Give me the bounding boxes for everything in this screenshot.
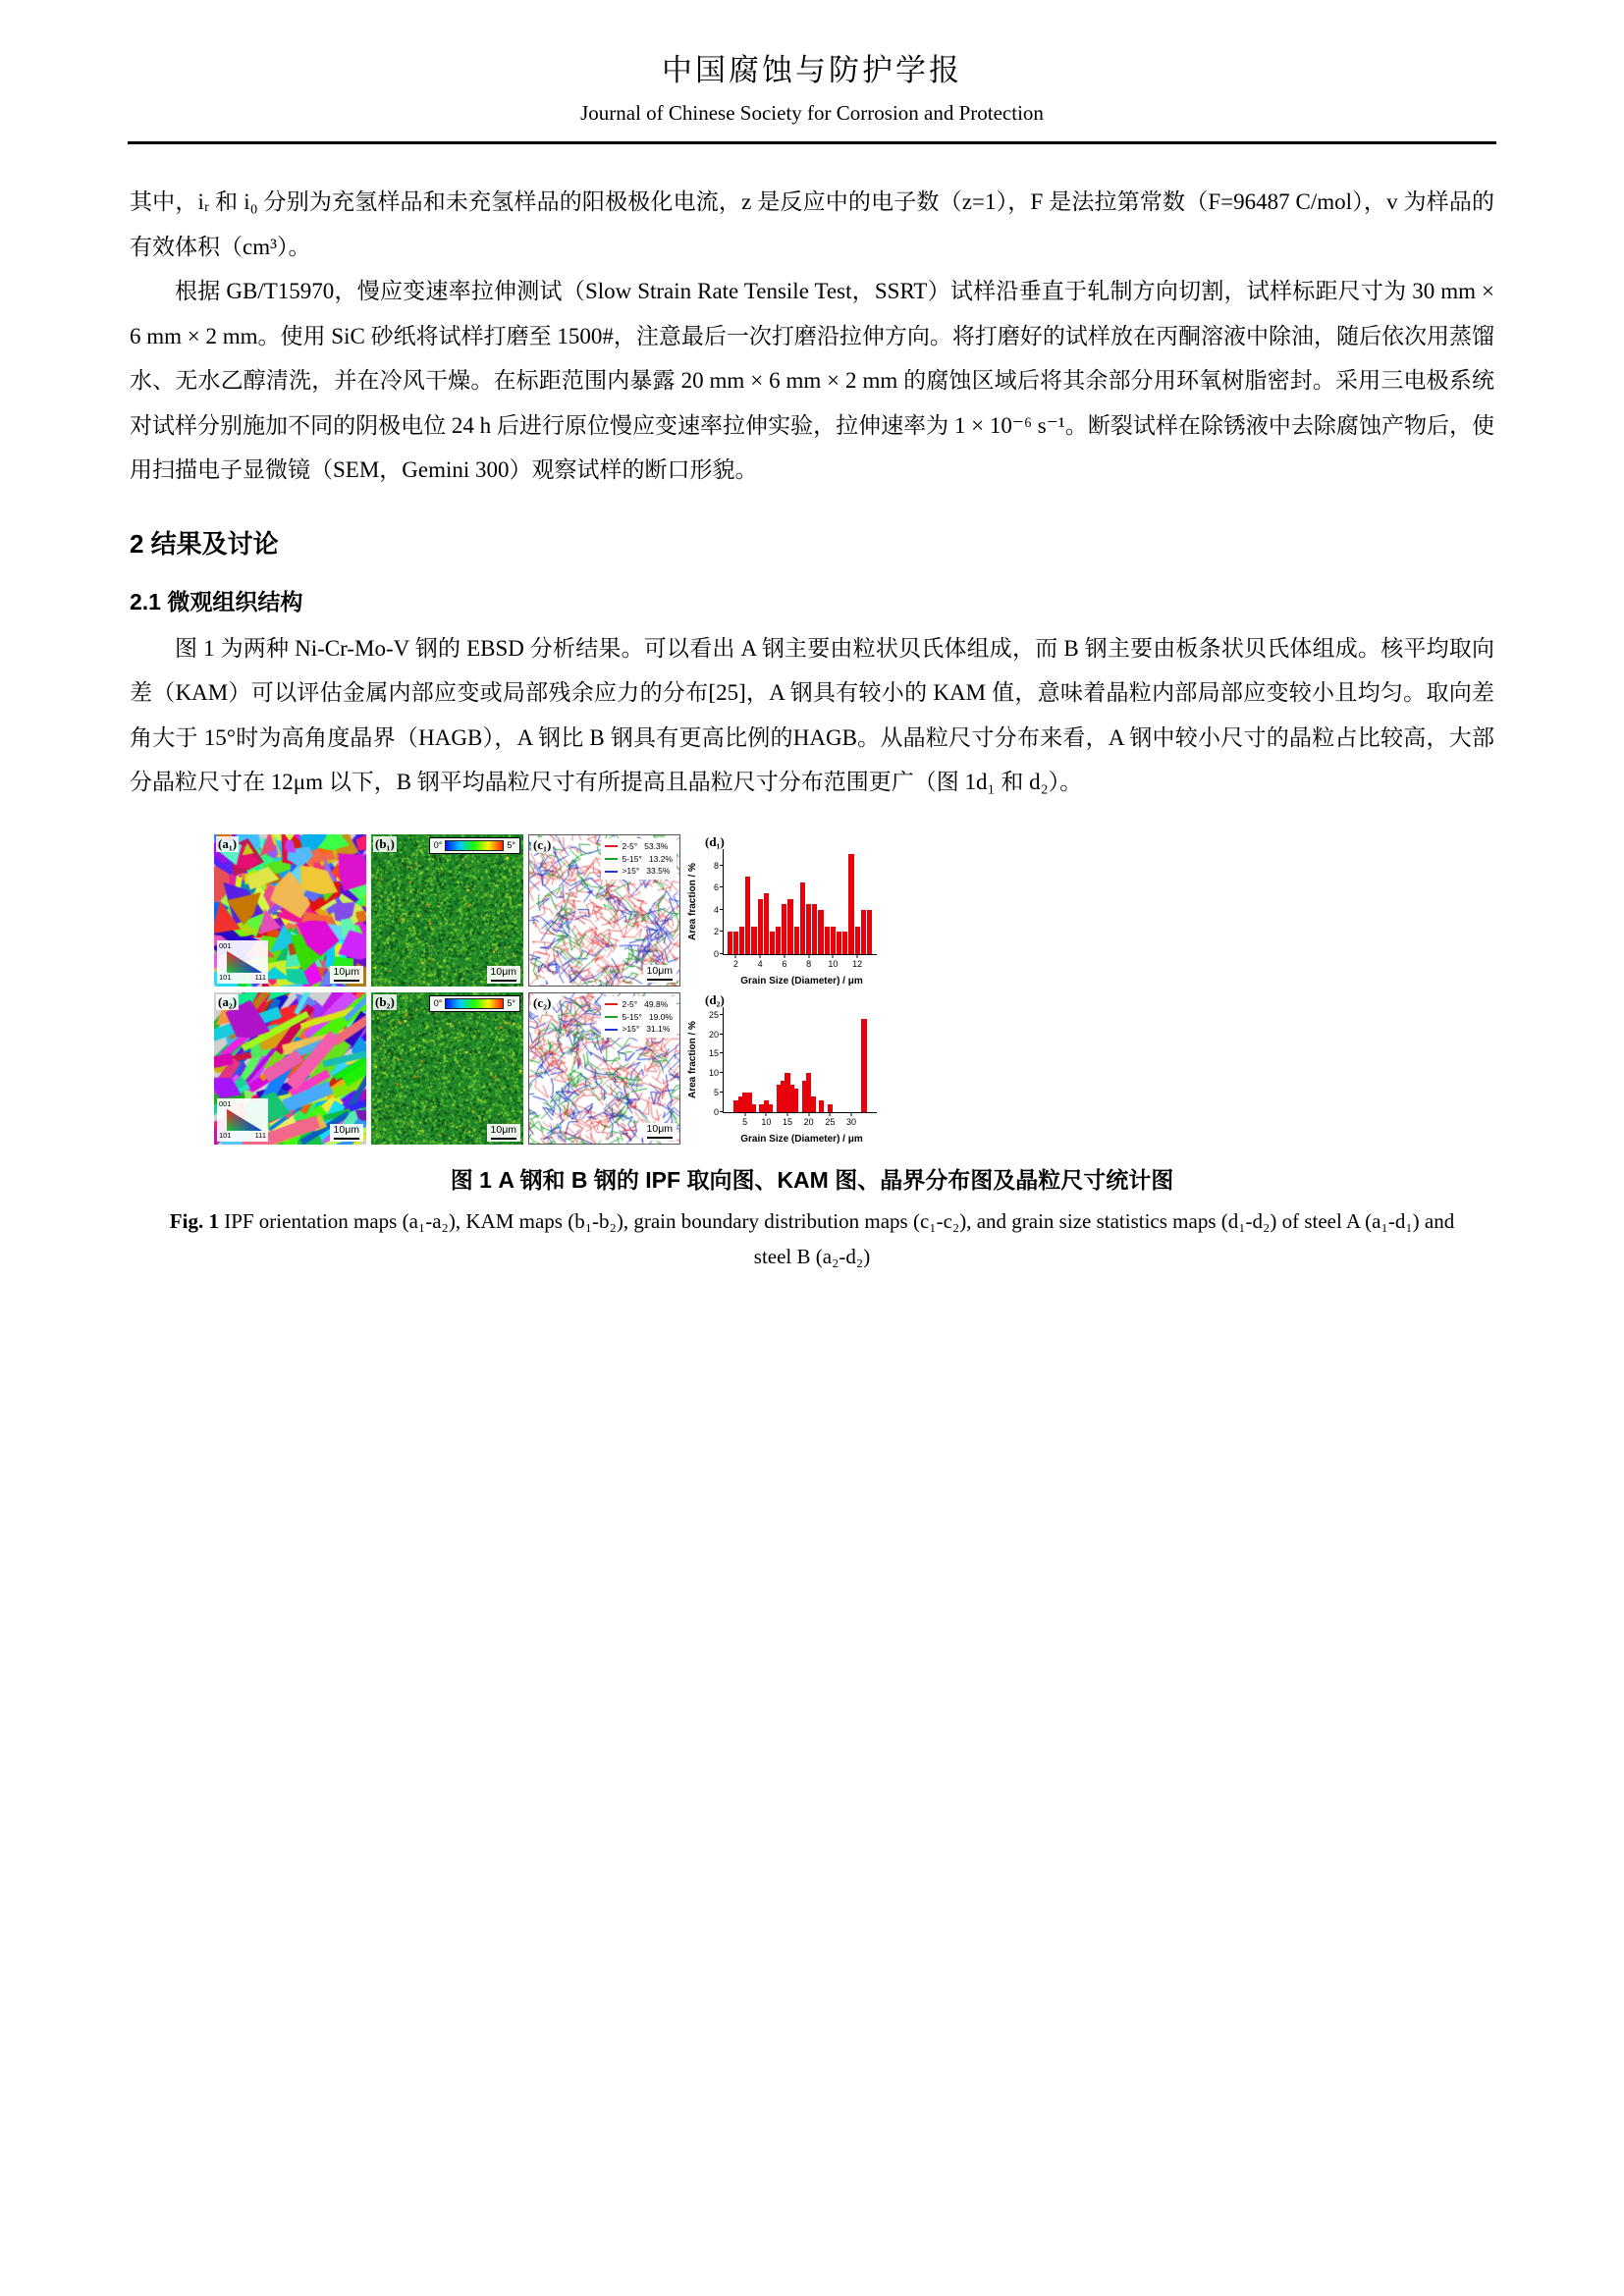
scale-bar-label: 10μm (646, 1123, 673, 1136)
panel-label-d1: (d₁) (705, 833, 725, 849)
y-tick-mark (720, 1014, 724, 1015)
x-tick-label: 12 (852, 958, 863, 969)
paragraph-ssrt-method: 根据 GB/T15970，慢应变速率拉伸测试（Slow Strain Rate Tensile Test，SSRT）试样沿垂直于轧制方向切割，试样标距尺寸为 30 mm × 6 mm × 2 mm。使用 SiC 砂纸将试样打磨至 1500#，注意最后一次打磨沿拉伸方向。将打磨好的试样放在丙酮溶液中除油，随后依次用蒸馏水、无水乙醇清洗，并在冷风干燥。在标距范围内暴露 20 mm × 6 mm × 2 mm 的腐蚀区域后将其余部分用环氧树脂密封。采用三电极系统对试样分别施加不同的阴极电位 24 h 后进行原位慢应变速率拉伸实验，拉伸速率为 1 × 10⁻⁶ s⁻¹。断裂试样在除锈液中去除腐蚀产物后，使用扫描电子显微镜（SEM，Gemini 300）观察试样的断口形貌。 (130, 279, 1494, 483)
x-tick-label: 5 (742, 1116, 748, 1127)
bar (728, 932, 732, 954)
x-tick-mark (808, 954, 809, 958)
figure-caption-zh (130, 1162, 1494, 1195)
bar (787, 899, 792, 954)
y-tick-mark (720, 886, 724, 887)
x-tick-mark (830, 1112, 831, 1116)
ipf-color-key (217, 1098, 268, 1142)
y-tick-mark (720, 909, 724, 910)
y-tick-label: 0 (713, 948, 719, 959)
ipf-key-triangle (227, 1109, 262, 1131)
x-tick-mark (787, 1112, 788, 1116)
bar (751, 1104, 756, 1112)
ipf-key-111-label: 111 (254, 1131, 266, 1141)
scale-bar-line (334, 1138, 359, 1140)
legend-label: >15° (622, 1024, 640, 1035)
bar (818, 910, 823, 954)
bar (770, 932, 775, 954)
legend-value: 13.2% (648, 853, 673, 864)
figure-caption-en-text: IPF orientation maps (a₁-a₂), KAM maps (b₁-b₂), grain boundary distribution maps (c₁-c₂), and grain size statistics maps (d₁-d₂) of steel A (a₁-d₁) and steel B (a₂-d₂) (218, 1208, 1455, 1268)
scale-bar-line (647, 1137, 673, 1139)
y-axis-label: Area fraction / % (687, 1020, 698, 1098)
figure-caption-en (130, 1204, 1494, 1274)
x-tick-mark (735, 954, 736, 958)
bar (739, 927, 744, 954)
x-tick-label: 8 (806, 958, 812, 969)
legend-row (605, 865, 673, 878)
panel-label-d2: (d₂) (705, 991, 725, 1007)
plot-area (708, 1007, 877, 1127)
bar (794, 927, 799, 954)
panel-label-b1: (b₁) (375, 835, 395, 851)
legend-label: 2-5° (622, 840, 638, 851)
x-axis-label: Grain Size (Diameter) / μm (740, 975, 863, 987)
panel-b1-kam-map (371, 834, 523, 987)
bar (837, 932, 841, 954)
x-tick-mark (857, 954, 858, 958)
bar (828, 1104, 833, 1112)
bar (861, 910, 866, 954)
page-content (0, 144, 1624, 1274)
ipf-key-triangle (227, 951, 262, 973)
scale-bar-label: 10μm (333, 1124, 359, 1137)
x-tick-mark (808, 1112, 809, 1116)
x-tick-mark (833, 954, 834, 958)
legend-line-red (605, 1003, 618, 1005)
colorbar-gradient (445, 998, 504, 1009)
ipf-color-key (217, 940, 268, 984)
colorbar-max-label: 5° (507, 997, 515, 1008)
y-tick-label: 25 (708, 1009, 719, 1020)
scale-bar-label: 10μm (333, 966, 359, 979)
legend-row (605, 853, 673, 866)
panel-label-c2: (c₂) (533, 994, 552, 1010)
ipf-key-001-label: 001 (219, 1098, 232, 1108)
y-tick-mark (720, 931, 724, 932)
journal-header (0, 0, 1624, 126)
bar (745, 877, 750, 954)
figure-caption-zh-prefix: 图 1 (450, 1166, 492, 1193)
journal-title-en: Journal of Chinese Society for Corrosion and Protection (580, 101, 1044, 125)
x-tick-label: 4 (757, 958, 763, 969)
legend-label: 5-15° (622, 1011, 642, 1022)
grain-size-chart-d1 (685, 834, 887, 987)
legend-line-red (605, 845, 618, 847)
kam-map-image-b2 (371, 992, 523, 1145)
figure-row-steel-b (214, 992, 892, 1145)
kam-colorbar (429, 837, 520, 854)
legend-value: 49.8% (644, 998, 669, 1009)
ipf-key-111-label: 111 (254, 973, 266, 983)
x-tick-mark (766, 1112, 767, 1116)
legend-value: 33.5% (646, 866, 671, 877)
plot-area (713, 849, 877, 969)
panel-a2-ipf-map (214, 992, 366, 1145)
y-tick-label: 2 (713, 927, 719, 937)
y-tick-label: 5 (713, 1088, 719, 1098)
bar (867, 910, 872, 954)
legend-row (605, 1011, 673, 1024)
bar (825, 927, 830, 954)
y-tick-mark (720, 865, 724, 866)
y-axis-label: Area fraction / % (687, 862, 698, 940)
scale-bar-line (647, 979, 673, 981)
bar (861, 1019, 866, 1112)
paragraph-variables: 其中，iᵣ 和 i₀ 分别为充氢样品和未充氢样品的阳极极化电流，z 是反应中的电子数（z=1），F 是法拉第常数（F=96487 C/mol），v 为样品的有效体积（cm³）。 (130, 189, 1494, 259)
panel-b2-kam-map (371, 992, 523, 1145)
panel-label-a2: (a₂) (218, 993, 238, 1009)
scale-bar-line (491, 1138, 516, 1140)
ipf-key-001-label: 001 (219, 940, 232, 950)
scale-bar-label: 10μm (490, 1124, 516, 1137)
bar (758, 899, 763, 954)
legend-line-green (605, 858, 618, 860)
paragraph-ebsd-analysis: 图 1 为两种 Ni-Cr-Mo-V 钢的 EBSD 分析结果。可以看出 A 钢主要由粒状贝氏体组成，而 B 钢主要由板条状贝氏体组成。核平均取向差（KAM）可以评估金属内部应变或局部残余应力的分布[25]，A 钢具有较小的 KAM 值，意味着晶粒内部局部应变较小且均匀。取向差角大于 15°时为高角度晶界（HAGB），A 钢比 B 钢具有更高比例的HAGB。从晶粒尺寸分布来看，A 钢中较小尺寸的晶粒占比较高，大部分晶粒尺寸在 12μm 以下，B 钢平均晶粒尺寸有所提高且晶粒尺寸分布范围更广（图 1d₁ 和 d₂）。 (130, 635, 1494, 795)
figure-caption-en-prefix: Fig. 1 (169, 1208, 219, 1233)
ipf-key-101-label: 101 (219, 1131, 232, 1141)
panel-c1-grain-boundary-map (528, 834, 680, 987)
scale-bar (330, 1124, 363, 1142)
y-tick-mark (720, 1072, 724, 1073)
legend-row (605, 1023, 673, 1036)
kam-colorbar (429, 995, 520, 1012)
subsection-heading-microstructure: 2.1 微观组织结构 (130, 588, 303, 614)
y-tick-label: 15 (708, 1048, 719, 1059)
x-tick-mark (784, 954, 785, 958)
scale-bar-label: 10μm (646, 965, 673, 978)
legend-line-blue (605, 1029, 618, 1031)
section-heading-results: 2 结果及讨论 (130, 528, 279, 559)
legend-label: 5-15° (622, 853, 642, 864)
kam-map-image-b1 (371, 834, 523, 987)
scale-bar (643, 965, 677, 983)
panel-label-a1: (a₁) (218, 835, 238, 851)
scale-bar-line (334, 980, 359, 982)
y-tick-mark (720, 1111, 724, 1112)
figure-row-steel-a (214, 834, 892, 987)
bar (812, 904, 817, 954)
legend-line-green (605, 1016, 618, 1018)
legend-value: 53.3% (644, 840, 669, 851)
y-tick-label: 20 (708, 1029, 719, 1040)
bar (831, 927, 836, 954)
x-tick-label: 10 (761, 1116, 772, 1127)
grain-size-chart-d2 (685, 992, 887, 1145)
colorbar-min-label: 0° (433, 997, 443, 1008)
bar (819, 1100, 824, 1112)
x-tick-label: 15 (782, 1116, 793, 1127)
x-tick-label: 6 (782, 958, 787, 969)
bar (842, 932, 847, 954)
y-tick-label: 0 (713, 1106, 719, 1117)
bar (768, 1104, 773, 1112)
bar (782, 904, 786, 954)
bar (776, 927, 781, 954)
legend-row (605, 840, 673, 853)
legend-label: 2-5° (622, 998, 638, 1009)
bar (751, 927, 756, 954)
bar (855, 927, 860, 954)
x-tick-mark (851, 1112, 852, 1116)
x-tick-label: 2 (732, 958, 738, 969)
panel-label-b2: (b₂) (375, 993, 395, 1009)
bar (764, 893, 769, 954)
x-tick-label: 10 (828, 958, 839, 969)
boundary-legend-c1 (601, 838, 677, 880)
figure-1 (214, 834, 892, 1145)
y-tick-label: 6 (713, 882, 719, 893)
y-tick-mark (720, 1092, 724, 1093)
bar (793, 1089, 798, 1112)
y-tick-label: 4 (713, 904, 719, 915)
panel-label-c1: (c₁) (533, 836, 552, 852)
y-tick-label: 8 (713, 860, 719, 871)
figure-caption-zh-text: A 钢和 B 钢的 IPF 取向图、KAM 图、晶界分布图及晶粒尺寸统计图 (491, 1166, 1174, 1193)
bar (806, 904, 811, 954)
panel-a1-ipf-map (214, 834, 366, 987)
scale-bar (330, 966, 363, 984)
x-tick-label: 25 (825, 1116, 836, 1127)
panel-c2-grain-boundary-map (528, 992, 680, 1145)
colorbar-gradient (445, 840, 504, 851)
scale-bar-label: 10μm (490, 966, 516, 979)
colorbar-max-label: 5° (507, 839, 515, 850)
x-tick-label: 30 (845, 1116, 857, 1127)
bar (733, 932, 738, 954)
x-tick-mark (760, 954, 761, 958)
legend-line-blue (605, 871, 618, 873)
bar (800, 882, 805, 954)
colorbar-min-label: 0° (433, 839, 443, 850)
bar (848, 854, 853, 953)
scale-bar (487, 966, 520, 984)
legend-label: >15° (622, 866, 640, 877)
y-tick-label: 10 (708, 1068, 719, 1079)
x-axis-label: Grain Size (Diameter) / μm (740, 1133, 863, 1145)
x-tick-mark (744, 1112, 745, 1116)
x-tick-label: 20 (803, 1116, 814, 1127)
bar (810, 1096, 815, 1112)
legend-value: 31.1% (646, 1024, 671, 1035)
y-tick-mark (720, 1052, 724, 1053)
scale-bar (643, 1123, 677, 1141)
legend-row (605, 998, 673, 1011)
legend-value: 19.0% (648, 1011, 673, 1022)
y-tick-mark (720, 1034, 724, 1035)
y-tick-mark (720, 953, 724, 954)
scale-bar-line (491, 980, 516, 982)
journal-title-zh: 中国腐蚀与防护学报 (662, 53, 962, 87)
ipf-key-101-label: 101 (219, 973, 232, 983)
scale-bar (487, 1124, 520, 1142)
boundary-legend-c2 (601, 996, 677, 1038)
